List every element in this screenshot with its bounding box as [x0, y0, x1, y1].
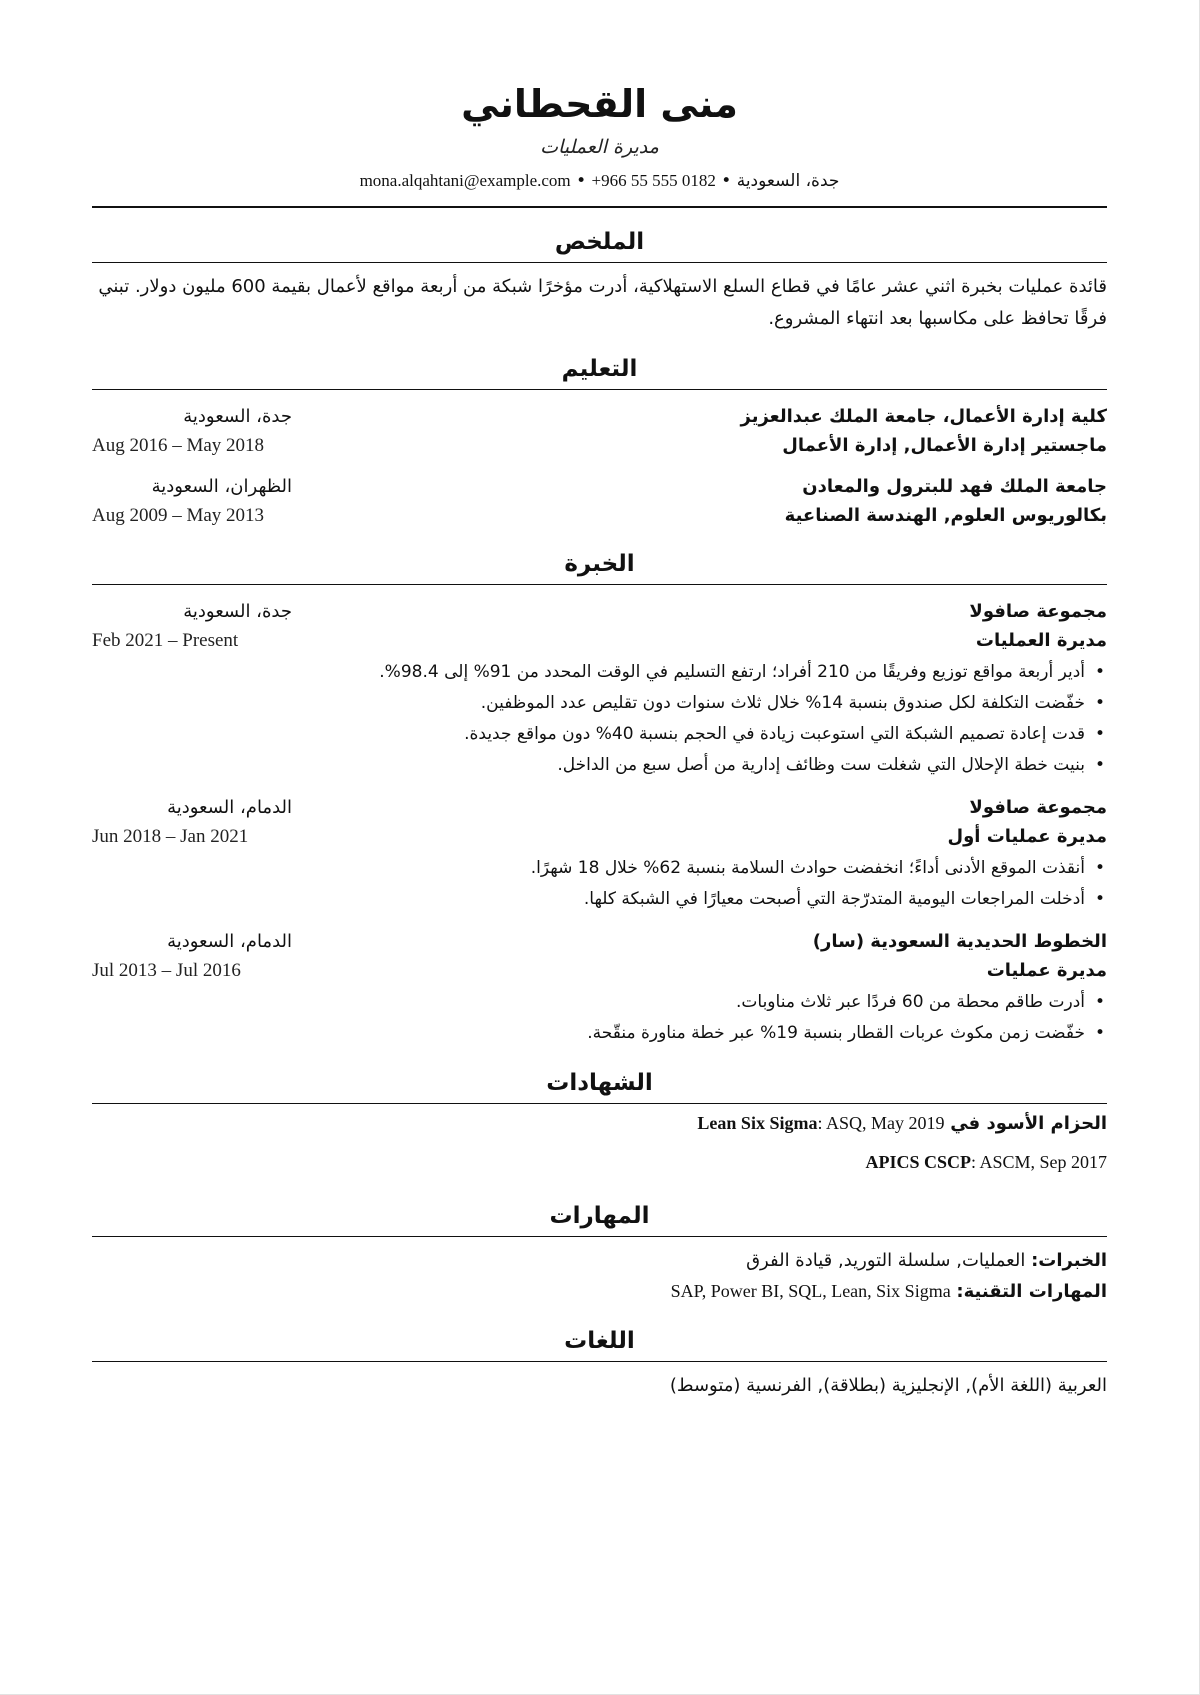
skills-value: العمليات, سلسلة التوريد, قيادة الفرق — [746, 1250, 1026, 1271]
section-heading-education: التعليم — [92, 351, 1107, 390]
bullet-item: • أدير أربعة مواقع توزيع وفريقًا من 210 أفراد؛ ارتفع التسليم في الوقت المحدد من 91% إلى 98.4%. — [92, 657, 1085, 688]
experience-bullets — [92, 987, 1107, 1049]
certification-item — [92, 1143, 1107, 1182]
candidate-title: مديرة العمليات — [540, 136, 659, 158]
education-institution: جامعة الملك فهد للبترول والمعادن — [802, 476, 1107, 497]
experience-location: الدمام، السعودية — [167, 797, 292, 818]
experience-entry — [92, 597, 1107, 655]
bullet-item: • أدرت طاقم محطة من 60 فردًا عبر ثلاث مناوبات. — [92, 987, 1085, 1018]
skills-row — [92, 1276, 1107, 1307]
bullet-item: • أدخلت المراجعات اليومية المتدرّجة التي أصبحت معيارًا في الشبكة كلها. — [92, 884, 1085, 915]
experience-location: الدمام، السعودية — [167, 931, 292, 952]
experience-role: مديرة العمليات — [975, 630, 1107, 651]
certification-name-en-group — [865, 1152, 1107, 1173]
contact-line — [92, 166, 1107, 196]
contact-email: mona.alqahtani@example.com — [359, 171, 571, 190]
education-entry — [92, 402, 1107, 460]
experience-role: مديرة عمليات — [986, 960, 1107, 981]
experience-company: الخطوط الحديدية السعودية (سار) — [812, 931, 1107, 952]
education-dates: Aug 2009 – May 2013 — [92, 505, 265, 526]
certification-detail: : ASQ, May 2019 — [817, 1113, 945, 1133]
skills-label: المهارات التقنية: — [956, 1281, 1107, 1302]
section-heading-skills: المهارات — [92, 1198, 1107, 1237]
certification-detail: : ASCM, Sep 2017 — [970, 1152, 1107, 1172]
experience-company: مجموعة صافولا — [969, 601, 1107, 622]
experience-role: مديرة عمليات أول — [947, 826, 1107, 847]
certification-name-en: APICS CSCP — [865, 1152, 971, 1172]
skills-value: SAP, Power BI, SQL, Lean, Six Sigma — [670, 1281, 951, 1301]
bullet-item: • بنيت خطة الإحلال التي شغلت ست وظائف إدارية من أصل سبع من الداخل. — [92, 750, 1085, 781]
contact-location: جدة، السعودية — [736, 171, 840, 191]
contact-separator: • — [576, 171, 587, 191]
education-location: الظهران، السعودية — [151, 476, 292, 497]
resume-content — [92, 76, 1107, 1401]
experience-company: مجموعة صافولا — [969, 797, 1107, 818]
bullet-item: • خفّضت التكلفة لكل صندوق بنسبة 14% خلال ثلاث سنوات دون تقليص عدد الموظفين. — [92, 688, 1085, 719]
education-degree: بكالوريوس العلوم, الهندسة الصناعية — [784, 505, 1107, 526]
certification-name-ar: الحزام الأسود في — [950, 1113, 1107, 1134]
certification-item — [92, 1104, 1107, 1143]
candidate-name: منى القحطاني — [461, 82, 738, 126]
experience-bullets — [92, 853, 1107, 915]
experience-entry — [92, 793, 1107, 851]
certification-name-en-group — [697, 1113, 944, 1134]
section-heading-certifications: الشهادات — [92, 1065, 1107, 1104]
experience-dates: Feb 2021 – Present — [92, 630, 239, 651]
education-institution: كلية إدارة الأعمال، جامعة الملك عبدالعزيز — [740, 406, 1107, 427]
bullet-item: • قدت إعادة تصميم الشبكة التي استوعبت زيادة في الحجم بنسبة 40% دون مواقع جديدة. — [92, 719, 1085, 750]
experience-dates: Jun 2018 – Jan 2021 — [92, 826, 249, 847]
experience-dates: Jul 2013 – Jul 2016 — [92, 960, 241, 981]
contact-separator: • — [721, 171, 732, 191]
certification-name-en: Lean Six Sigma — [697, 1113, 818, 1133]
bullet-item: • خفّضت زمن مكوث عربات القطار بنسبة 19% عبر خطة مناورة منقّحة. — [92, 1018, 1085, 1049]
experience-location: جدة، السعودية — [183, 601, 292, 622]
experience-bullets — [92, 657, 1107, 781]
header-divider — [92, 206, 1107, 208]
section-heading-experience: الخبرة — [92, 546, 1107, 585]
summary-text: قائدة عمليات بخبرة اثني عشر عامًا في قطاع السلع الاستهلاكية، أدرت مؤخرًا شبكة من أربعة مواقع لأعمال بقيمة 600 مليون دولار. تبني فرقًا تحافظ على مكاسبها بعد انتهاء المشروع. — [98, 276, 1107, 329]
education-location: جدة، السعودية — [183, 406, 292, 427]
education-entry — [92, 472, 1107, 530]
languages-text: العربية (اللغة الأم), الإنجليزية (بطلاقة), الفرنسية (متوسط) — [669, 1375, 1107, 1396]
contact-phone: +966 55 555 0182 — [591, 171, 716, 190]
bullet-item: • أنقذت الموقع الأدنى أداءً؛ انخفضت حوادث السلامة بنسبة 62% خلال 18 شهرًا. — [92, 853, 1085, 884]
experience-entry — [92, 927, 1107, 985]
education-degree: ماجستير إدارة الأعمال, إدارة الأعمال — [782, 435, 1107, 456]
skills-label: الخبرات: — [1031, 1250, 1107, 1271]
resume-header — [92, 76, 1107, 208]
section-heading-languages: اللغات — [92, 1323, 1107, 1362]
education-dates: Aug 2016 – May 2018 — [92, 435, 265, 456]
section-heading-summary: الملخص — [92, 224, 1107, 263]
skills-row — [92, 1245, 1107, 1276]
